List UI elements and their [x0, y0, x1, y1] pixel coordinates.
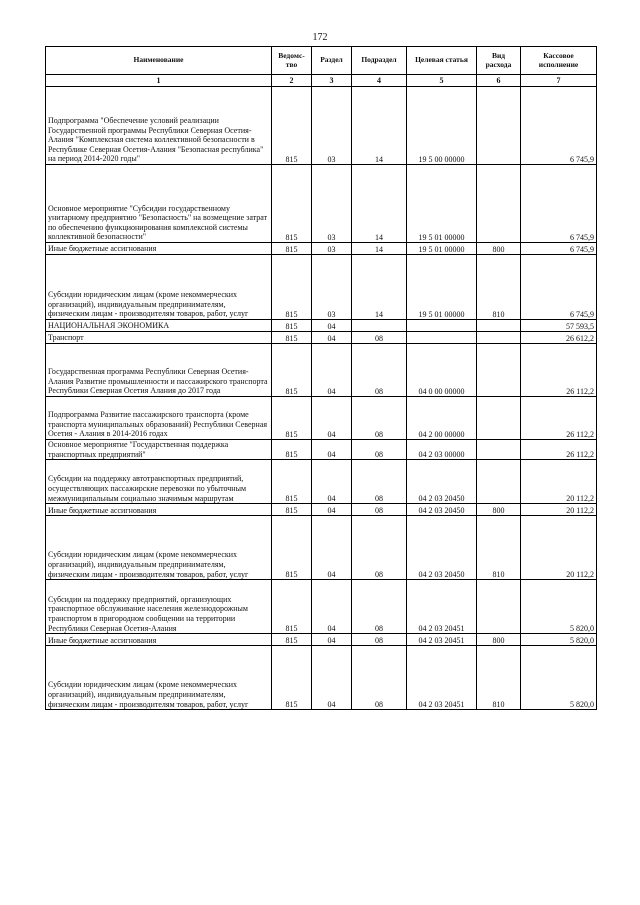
row-subsection-cell: 08: [352, 344, 407, 397]
row-name-cell: Субсидии юридическим лицам (кроме некоммерческих организаций), индивидуальным предпринимателям, физическим лицам - производителям товаров, работ, услуг: [46, 646, 272, 710]
table-row: [46, 320, 597, 332]
table-row: [46, 332, 597, 344]
row-department-cell: 815: [272, 646, 312, 710]
row-target-item-cell: 04 2 03 20451: [407, 634, 477, 646]
row-department-cell: 815: [272, 320, 312, 332]
table-row: [46, 516, 597, 580]
table-row: [46, 165, 597, 243]
table-row: [46, 460, 597, 504]
row-subsection-cell: 14: [352, 243, 407, 255]
row-expense-kind-cell: 800: [477, 504, 521, 516]
row-name-cell: Транспорт: [46, 332, 272, 344]
row-department-cell: 815: [272, 440, 312, 460]
row-target-item-cell: 04 2 03 20451: [407, 646, 477, 710]
row-name-cell: Субсидии на поддержку предприятий, организующих транспортное обслуживание населения железнодорожным транспортом в пригородном сообщении на территории Республики Северная Осетия-Алания: [46, 580, 272, 634]
row-section-cell: 03: [312, 243, 352, 255]
row-name-cell: НАЦИОНАЛЬНАЯ ЭКОНОМИКА: [46, 320, 272, 332]
row-expense-kind-cell: 800: [477, 634, 521, 646]
row-amount-cell: 26 112,2: [521, 440, 597, 460]
row-target-item-cell: 19 5 00 00000: [407, 87, 477, 165]
column-number: 6: [477, 75, 521, 87]
row-department-cell: 815: [272, 332, 312, 344]
header-target-item: Целевая статья: [407, 47, 477, 75]
row-subsection-cell: 14: [352, 165, 407, 243]
table-row: [46, 646, 597, 710]
row-expense-kind-cell: 810: [477, 516, 521, 580]
row-section-cell: 04: [312, 440, 352, 460]
row-subsection-cell: 08: [352, 634, 407, 646]
budget-table: [45, 46, 597, 710]
row-amount-cell: 6 745,9: [521, 87, 597, 165]
column-number-row: [46, 75, 597, 87]
row-name-cell: Субсидии юридическим лицам (кроме некоммерческих организаций), индивидуальным предпринимателям, физическим лицам - производителям товаров, работ, услуг: [46, 516, 272, 580]
row-department-cell: 815: [272, 344, 312, 397]
column-number: 1: [46, 75, 272, 87]
table-row: [46, 397, 597, 440]
row-expense-kind-cell: 810: [477, 255, 521, 320]
row-name-cell: Основное мероприятие "Государственная поддержка транспортных предприятий": [46, 440, 272, 460]
page-number: 172: [312, 32, 328, 43]
row-amount-cell: 5 820,0: [521, 646, 597, 710]
row-department-cell: 815: [272, 255, 312, 320]
table-row: [46, 580, 597, 634]
row-expense-kind-cell: [477, 460, 521, 504]
table-row: [46, 440, 597, 460]
row-expense-kind-cell: [477, 165, 521, 243]
row-expense-kind-cell: [477, 580, 521, 634]
row-amount-cell: 20 112,2: [521, 504, 597, 516]
header-subsection: Подраздел: [352, 47, 407, 75]
column-number: 7: [521, 75, 597, 87]
row-name-cell: Иные бюджетные ассигнования: [46, 504, 272, 516]
row-expense-kind-cell: 800: [477, 243, 521, 255]
row-subsection-cell: 08: [352, 516, 407, 580]
row-section-cell: 04: [312, 634, 352, 646]
row-amount-cell: 6 745,9: [521, 243, 597, 255]
row-expense-kind-cell: [477, 332, 521, 344]
row-section-cell: 04: [312, 344, 352, 397]
row-department-cell: 815: [272, 516, 312, 580]
table-row: [46, 344, 597, 397]
row-section-cell: 04: [312, 332, 352, 344]
row-section-cell: 04: [312, 397, 352, 440]
table-row: [46, 243, 597, 255]
row-subsection-cell: 14: [352, 255, 407, 320]
row-name-cell: Иные бюджетные ассигнования: [46, 243, 272, 255]
header-cash-execution: Кассовое исполнение: [521, 47, 597, 75]
row-department-cell: 815: [272, 87, 312, 165]
row-department-cell: 815: [272, 504, 312, 516]
row-expense-kind-cell: [477, 87, 521, 165]
table-body: [46, 87, 597, 710]
row-amount-cell: 20 112,2: [521, 460, 597, 504]
row-expense-kind-cell: [477, 440, 521, 460]
column-number: 5: [407, 75, 477, 87]
row-department-cell: 815: [272, 243, 312, 255]
row-section-cell: 04: [312, 516, 352, 580]
header-department: Ведомс-тво: [272, 47, 312, 75]
row-name-cell: Субсидии юридическим лицам (кроме некоммерческих организаций), индивидуальным предпринимателям, физическим лицам - производителям товаров, работ, услуг: [46, 255, 272, 320]
row-subsection-cell: 08: [352, 646, 407, 710]
row-department-cell: 815: [272, 165, 312, 243]
header-name: Наименование: [46, 47, 272, 75]
row-section-cell: 03: [312, 87, 352, 165]
row-amount-cell: 26 112,2: [521, 397, 597, 440]
row-name-cell: Государственная программа Республики Северная Осетия-Алания Развитие промышленности и пассажирского транспорта Республики Северная Осетия Алания до 2017 года: [46, 344, 272, 397]
row-department-cell: 815: [272, 460, 312, 504]
column-number: 4: [352, 75, 407, 87]
row-target-item-cell: 19 5 01 00000: [407, 255, 477, 320]
row-amount-cell: 6 745,9: [521, 165, 597, 243]
column-number: 2: [272, 75, 312, 87]
row-expense-kind-cell: [477, 397, 521, 440]
row-subsection-cell: [352, 320, 407, 332]
row-name-cell: Подпрограмма "Обеспечение условий реализации Государственной программы Республики Северная Осетия-Алания "Комплексная система коллективной безопасности в Республике Северная Осетия-Алания "Безопасная республика" на период 2014-2020 годы": [46, 87, 272, 165]
row-amount-cell: 20 112,2: [521, 516, 597, 580]
row-subsection-cell: 08: [352, 332, 407, 344]
row-subsection-cell: 08: [352, 460, 407, 504]
header-section: Раздел: [312, 47, 352, 75]
row-name-cell: Подпрограмма Развитие пассажирского транспорта (кроме транспорта муниципальных образований) Республики Северная Осетия - Алания в 2014-2016 годах: [46, 397, 272, 440]
row-expense-kind-cell: [477, 344, 521, 397]
row-target-item-cell: 19 5 01 00000: [407, 243, 477, 255]
row-amount-cell: 26 612,2: [521, 332, 597, 344]
row-subsection-cell: 08: [352, 397, 407, 440]
row-name-cell: Основное мероприятие "Субсидии государственному унитарному предприятию "Безопасность" на возмещение затрат по обеспечению функционирования комплексной системы коллективной безопасности": [46, 165, 272, 243]
row-target-item-cell: 04 2 03 20450: [407, 504, 477, 516]
row-amount-cell: 5 820,0: [521, 634, 597, 646]
row-target-item-cell: 04 2 03 00000: [407, 440, 477, 460]
row-section-cell: 03: [312, 255, 352, 320]
row-target-item-cell: 04 0 00 00000: [407, 344, 477, 397]
row-target-item-cell: 04 2 03 20451: [407, 580, 477, 634]
row-section-cell: 04: [312, 320, 352, 332]
row-subsection-cell: 08: [352, 504, 407, 516]
row-target-item-cell: 04 2 03 20450: [407, 516, 477, 580]
row-department-cell: 815: [272, 580, 312, 634]
table-row: [46, 255, 597, 320]
row-department-cell: 815: [272, 634, 312, 646]
row-target-item-cell: 04 2 00 00000: [407, 397, 477, 440]
table-row: [46, 87, 597, 165]
row-section-cell: 03: [312, 165, 352, 243]
row-expense-kind-cell: 810: [477, 646, 521, 710]
row-target-item-cell: [407, 320, 477, 332]
column-number: 3: [312, 75, 352, 87]
row-section-cell: 04: [312, 504, 352, 516]
table-row: [46, 634, 597, 646]
row-department-cell: 815: [272, 397, 312, 440]
row-amount-cell: 26 112,2: [521, 344, 597, 397]
row-section-cell: 04: [312, 460, 352, 504]
row-name-cell: Субсидии на поддержку автотранспортных предприятий, осуществляющих пассажирские перевозки по убыточным межмуниципальным социально значимым маршрутам: [46, 460, 272, 504]
row-expense-kind-cell: [477, 320, 521, 332]
header-expense-kind: Вид расхода: [477, 47, 521, 75]
row-section-cell: 04: [312, 646, 352, 710]
row-target-item-cell: [407, 332, 477, 344]
row-target-item-cell: 19 5 01 00000: [407, 165, 477, 243]
row-subsection-cell: 08: [352, 580, 407, 634]
row-target-item-cell: 04 2 03 20450: [407, 460, 477, 504]
row-amount-cell: 57 593,5: [521, 320, 597, 332]
row-subsection-cell: 14: [352, 87, 407, 165]
row-section-cell: 04: [312, 580, 352, 634]
row-amount-cell: 5 820,0: [521, 580, 597, 634]
header-row: [46, 47, 597, 75]
table-row: [46, 504, 597, 516]
row-subsection-cell: 08: [352, 440, 407, 460]
row-amount-cell: 6 745,9: [521, 255, 597, 320]
row-name-cell: Иные бюджетные ассигнования: [46, 634, 272, 646]
